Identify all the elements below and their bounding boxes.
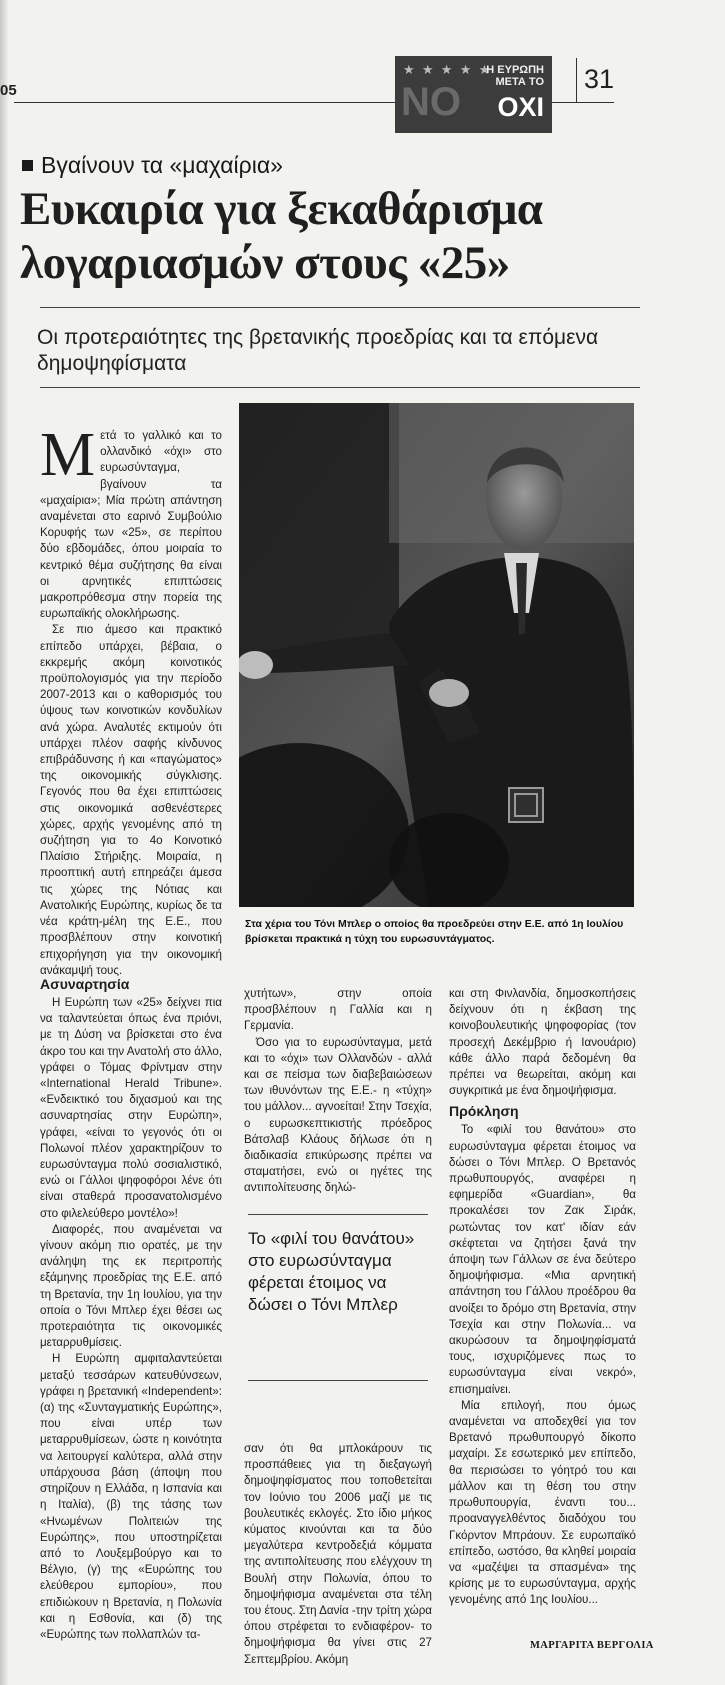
page-reference: 05 bbox=[0, 82, 17, 99]
pull-quote-rule-bottom bbox=[248, 1380, 428, 1381]
column-2 bbox=[244, 986, 432, 1197]
logo-oxi: ΟΧΙ bbox=[497, 92, 544, 122]
kicker-text: Βγαίνουν τα «μαχαίρια» bbox=[41, 152, 283, 178]
article-kicker bbox=[22, 152, 283, 179]
subtitle-rule-bottom bbox=[40, 387, 640, 388]
col3-paragraph-1: και στη Φινλανδία, δημοσκοπήσεις δείχνουν ότι η έκβαση της κοινοβουλευτικής ψηφοφορίας (τον προσεχή Δεκέμβριο ή Ιανουάριο) κάθε άλλο παρά δεδομένη θα πρέπει να θεωρείται, ακόμη και συγκριτικά με ένα δημοψήφισμα. bbox=[449, 987, 636, 1098]
page-number: 31 bbox=[584, 64, 615, 94]
section-heading-asynartisia: Ασυναρτησία bbox=[40, 976, 130, 992]
square-bullet-icon bbox=[22, 160, 33, 171]
col1-paragraph-3: Η Ευρώπη αμφιταλαντεύεται μεταξύ τεσσάρων κατευθύνσεων, γράφει η βρετανική «Independent»: (α) της «Συνταγματικής Ευρώπης», που είναι υπέρ των μεταρρυθμίσεων, ώστε η κοινότητα να λειτουργεί καλύτερα, αλλά στην υπάρχουσα βάση (άποψη που στηρίζουν η Ελλάδα, η Ισπανία και η Ιταλία), (β) της τάσης των «Ηνωμένων Πολιτειών της Ευρώπης», που υποστηρίζεται από το Λουξεμβούργο και το Βέλγιο, (γ) της «Ευρώπης του ελεύθερου εμπορίου», που επιδιώκουν η Βρετανία, η Πολωνία και η Εσθονία, και (δ) της «Ευρώπης των πολλαπλών τα- bbox=[40, 1352, 222, 1641]
intro-paragraph-1-text: ετά το γαλλικό και το ολλανδικό «όχι» στο ευρωσύνταγμα, βγαίνουν τα «μαχαίρια»; Μία πρώτη απάντηση αναμένεται στο εαρινό Συμβούλιο Κορυφής των «25», σε περίπου δύο εβδομάδες, όπου μοιραία το κεντρικό θέμα συζήτησης θα είναι οι αρνητικές επιπτώσεις μακροπρόθεσμα στην πορεία της ευρωπαϊκής ολοκλήρωσης. bbox=[40, 429, 222, 621]
logo-line2: ΜΕΤΑ ΤΟ bbox=[495, 76, 544, 88]
col3-paragraph-3: Μία επιλογή, που όμως αναμένεται να αποδεχθεί για τον Βρετανό πρωθυπουργό δίκοπο μαχαίρι. Σε εσωτερικό μεν επίπεδο, θα περισώσει το γόητρό του και μάλλον και τη θέση του στην πρωθυπουργία, έναντι του... προαναγγελθέντος διαδόχου του Γκόρντον Μπράουν. Σε ευρωπαϊκό επίπεδο, ωστόσο, θα κληθεί μοιραία να «μαζέψει τα σπασμένα» της κρίσης με το ευρωσύνταγμα, αρχής γενομένης από 1ης Ιουλίου... bbox=[449, 1398, 636, 1607]
column-1 bbox=[40, 972, 222, 1643]
logo-no-text: NO bbox=[401, 80, 461, 124]
col3-paragraph-2: Το «φιλί του θανάτου» στο ευρωσύνταγμα φέρεται έτοιμος να δώσει ο Τόνι Μπλερ. Ο Βρετανός πρωθυπουργός, αναφέρει η εφημερίδα «Guardian», θα προκαλέσει τον Ζακ Σιράκ, ρωτώντας τον κατ' ιδίαν εάν σκέφτεται να ζητήσει ξανά την άποψη των Γάλλων σε ένα δεύτερο δημοψήφισμα. «Μια αρνητική απάντηση του Γάλλου προέδρου θα ανοίξει το δρόμο στη Βρετανία, στην Τσεχία και στην Πολωνία... να ακυρώσουν τα δημοψηφίσματά τους, ισχυριζόμενες πως το ευρωσύνταγμα είναι νεκρό», επισημαίνει. bbox=[449, 1123, 636, 1396]
intro-text bbox=[40, 421, 222, 979]
col2-paragraph-2: Όσο για το ευρωσύνταγμα, μετά και το «όχι» των Ολλανδών - αλλά και σε πείσμα των διαβεβαιώσεων των ιθυνόντων της Ε.Ε.- η «τύχη» του μάλλον... αγνοείται! Στην Τσεχία, ο ευρωσκεπτικιστής πρόεδρος Βάτσλαβ Κλάους δήλωσε ότι η διαδικασία επικύρωσης πρέπει να σταματήσει, ενώ οι ηγέτες της αντιπολίτευσης δηλώ- bbox=[244, 1035, 432, 1195]
column-2-lower bbox=[244, 1441, 432, 1668]
column-3 bbox=[449, 986, 636, 1609]
col2-paragraph-1: χυτήτων», στην οποία προσβλέπουν η Γαλλία και η Γερμανία. bbox=[244, 987, 432, 1033]
drop-cap: Μ bbox=[40, 421, 96, 489]
photo-tony-blair bbox=[239, 403, 634, 907]
col2b-paragraph-1: σαν ότι θα μπλοκάρουν τις προσπάθειες για τη διεξαγωγή δημοψηφίσματος που τοποθετείται τον Ιούνιο του 2006 μαζί με τις βουλευτικές εκλογές. Στο ίδιο μήκος κύματος κινούνται και τα δύο μεγαλύτερα κεντροδεξιά κόμματα της αντιπολίτευσης που ελέγχουν τη Βουλή στην Πολωνία, όπου το δημοψήφισμα αναμένεται στα τέλη του έτους. Στη Δανία -την τρίτη χώρα όπου στρέφεται το ενδιαφέρον- το δημοψήφισμα θα γίνει στις 27 Σεπτεμβρίου. Ακόμη bbox=[244, 1442, 432, 1666]
article-title: Ευκαιρία για ξεκαθάρισμα λογαριασμών στους «25» bbox=[20, 183, 543, 289]
article-photo bbox=[239, 403, 634, 907]
author-byline: ΜΑΡΓΑΡΙΤΑ ΒΕΡΓΟΛΙΑ bbox=[530, 1640, 654, 1651]
pull-quote: Το «φιλί του θανάτου» στο ευρωσύνταγμα φέρεται έτοιμος να δώσει ο Τόνι Μπλερ bbox=[248, 1229, 415, 1314]
photo-caption: Στα χέρια του Τόνι Μπλερ ο οποίος θα προεδρεύει στην Ε.Ε. από 1η Ιουλίου βρίσκεται πρακτικά η τύχη του ευρωσυντάγματος. bbox=[245, 918, 624, 945]
header-separator bbox=[576, 58, 577, 103]
scan-edge-shadow bbox=[0, 0, 9, 1685]
logo-line1: Η ΕΥΡΩΠΗ bbox=[486, 64, 544, 76]
subtitle-rule-top bbox=[40, 307, 640, 308]
intro-paragraph-1 bbox=[40, 421, 222, 622]
col1-paragraph-1: Η Ευρώπη των «25» δείχνει πια να ταλαντεύεται όπως ένα πριόνι, με τη Δύση να βρίσκεται στο ένα άκρο του και την Ανατολή στο άλλο, γράφει ο Τόμας Φρίντμαν στην «International Herald Tribune». «Ενδεικτικό του διχασμού και της ασυναρτησίας στην Ευρώπη», γράφει, «είναι το γεγονός ότι οι Πολωνοί πλέον χαρακτηρίζουν το ευρωσύνταγμα πολύ σοσιαλιστικό, ενώ οι Γάλλοι ψηφοφόροι λένε ότι είναι σταθερά προσανατολισμένο στο φιλελεύθερο μοντέλο»! bbox=[40, 996, 222, 1220]
logo-caption bbox=[486, 64, 544, 88]
article-subtitle: Οι προτεραιότητες της βρετανικής προεδρίας και τα επόμενα δημοψηφίσματα bbox=[37, 326, 599, 375]
intro-paragraph-2: Σε πιο άμεσο και πρακτικό επίπεδο υπάρχει, βέβαια, ο εκκρεμής ακόμη κοινοτικός προϋπολογισμός για την περίοδο 2007-2013 και ο καθορισμός του ύψους των κοινοτικών κονδυλίων ανά χώρα. Αναλυτές εκτιμούν ότι υπάρχει πλέον σαφής κίνδυνος επιβράδυνσης ή και «παγώματος» της οικονομικής σύγκλισης. Γεγονός που θα έχει επιπτώσεις στις οικονομικά ασθενέστερες χώρες, αρχής γενομένης από τη συζήτηση για το 4ο Κοινοτικό Πλαίσιο Στήριξης. Μοιραία, η προοπτική αυτή επηρεάζει άμεσα τις χώρες της Νότιας και Ανατολικής Ευρώπης, κυρίως δε τα νέα κράτη-μέλη της Ε.Ε., που προσβλέπουν στην κοινοτική επιχορήγηση για την οικονομική ανάκαμψή τους. bbox=[40, 623, 222, 977]
col1-paragraph-2: Διαφορές, που αναμένεται να γίνουν ακόμη πιο ορατές, με την ανάληψη της εκ περιτροπής εξάμηνης προεδρίας της Ε.Ε. από τη Βρετανία, την 1η Ιουλίου, για την οποία ο Τόνι Μπλερ έχει θέσει ως προτεραιότητα τις οικονομικές μεταρρυθμίσεις. bbox=[40, 1222, 222, 1350]
eu-stars-icon: ★ ★ ★ ★ ★ bbox=[403, 62, 493, 77]
section-logo bbox=[395, 56, 552, 133]
section-heading-proklisi: Πρόκληση bbox=[449, 1103, 519, 1120]
pull-quote-rule-top bbox=[248, 1214, 428, 1215]
